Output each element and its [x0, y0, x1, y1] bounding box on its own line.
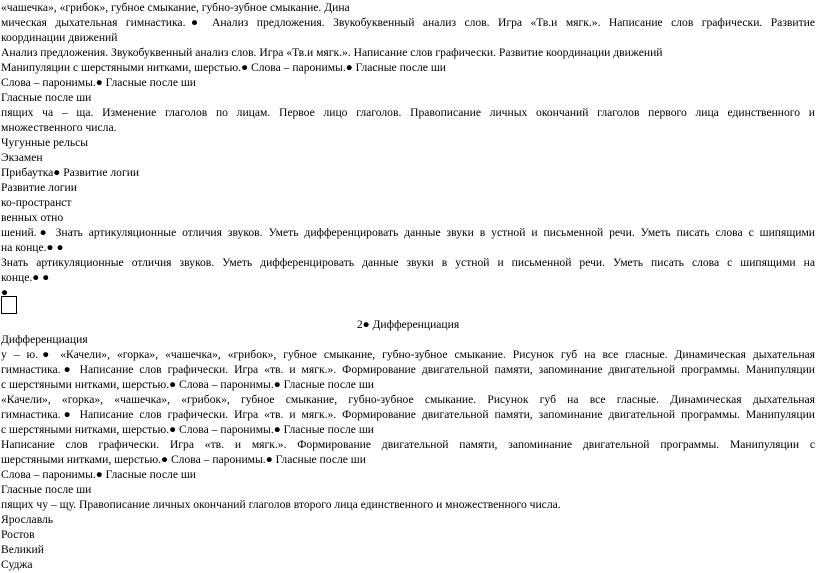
text-line: венных отно: [1, 211, 64, 224]
text-line: Чугунные рельсы: [1, 136, 89, 149]
text-line: Дифференциация: [1, 333, 88, 346]
text-line: на конце.● ●: [1, 241, 64, 254]
text-line: Ярославль: [1, 513, 54, 526]
text-line: пящих ча – ща. Изменение глаголов по лицам. Первое лицо глаголов. Правописание личных окончаний глаголов первого лица единственного и: [1, 106, 815, 119]
text-line: Анализ предложения. Звукобуквенный анализ слов. Игра «Тв.и мягк.». Написание слов графически. Развитие координации движений: [1, 46, 663, 59]
text-line: Развитие логии: [1, 181, 77, 194]
section-heading: 2● Дифференциация: [356, 318, 460, 331]
text-line: Экзамен: [1, 151, 43, 164]
empty-box: [1, 296, 17, 314]
text-line: у – ю.● «Качели», «горка», «чашечка», «грибок», губное смыкание, губно-зубное смыкание. Рисунок губ на все гласные. Динамическая дыхательная: [1, 348, 815, 361]
text-line: ●: [1, 286, 9, 299]
text-line: с шерстяными нитками, шерстью.● Слова – паронимы.● Гласные после ши: [1, 423, 374, 436]
text-line: ко-пространст: [1, 196, 72, 209]
text-line: Гласные после ши: [1, 91, 92, 104]
text-line: гимнастика.● Написание слов графически. Игра «тв. и мягк.». Формирование двигательной памяти, запоминание двигательной программы. Манипуляции: [1, 363, 815, 376]
text-line: «чашечка», «грибок», губное смыкание, губно-зубное смыкание. Дина: [1, 1, 350, 14]
text-line: Слова – паронимы.● Гласные после ши: [1, 468, 196, 481]
text-line: конце.● ●: [1, 271, 50, 284]
text-line: Суджа: [1, 558, 33, 571]
text-line: Слова – паронимы.● Гласные после ши: [1, 76, 196, 89]
text-line: пящих чу – щу. Правописание личных окончаний глаголов второго лица единственного и множественного числа.: [1, 498, 561, 511]
text-line: Прибаутка● Развитие логии: [1, 166, 140, 179]
text-line: Великий: [1, 543, 44, 556]
text-line: Манипуляции с шерстяными нитками, шерстью.● Слова – паронимы.● Гласные после ши: [1, 61, 446, 74]
text-line: «Качели», «горка», «чашечка», «грибок», губное смыкание, губно-зубное смыкание. Рисунок губ на все гласные. Динамическая дыхательная: [1, 393, 815, 406]
text-line: Знать артикуляционные отличия звуков. Уметь дифференцировать данные звуки в устной и письменной речи. Уметь писать слова с шипящими на: [1, 256, 815, 269]
text-line: Гласные после ши: [1, 483, 92, 496]
text-line: Ростов: [1, 528, 35, 541]
text-line: Написание слов графически. Игра «тв. и мягк.». Формирование двигательной памяти, запоминание двигательной программы. Манипуляции с: [1, 438, 815, 451]
text-line: гимнастика.● Написание слов графически. Игра «тв. и мягк.». Формирование двигательной памяти, запоминание двигательной программы. Манипуляции: [1, 408, 815, 421]
text-line: шерстяными нитками, шерстью.● Слова – паронимы.● Гласные после ши: [1, 453, 366, 466]
text-line: с шерстяными нитками, шерстью.● Слова – паронимы.● Гласные после ши: [1, 378, 374, 391]
text-line: мическая дыхательная гимнастика.● Анализ предложения. Звукобуквенный анализ слов. Игра «Тв.и мягк.». Написание слов графически. Развитие: [1, 16, 815, 29]
text-line: множественного числа.: [1, 121, 117, 134]
text-line: шений.● Знать артикуляционные отличия звуков. Уметь дифференцировать данные звуки в устной и письменной речи. Уметь писать слова с шипящими: [1, 226, 815, 239]
text-line: координации движений: [1, 31, 118, 44]
